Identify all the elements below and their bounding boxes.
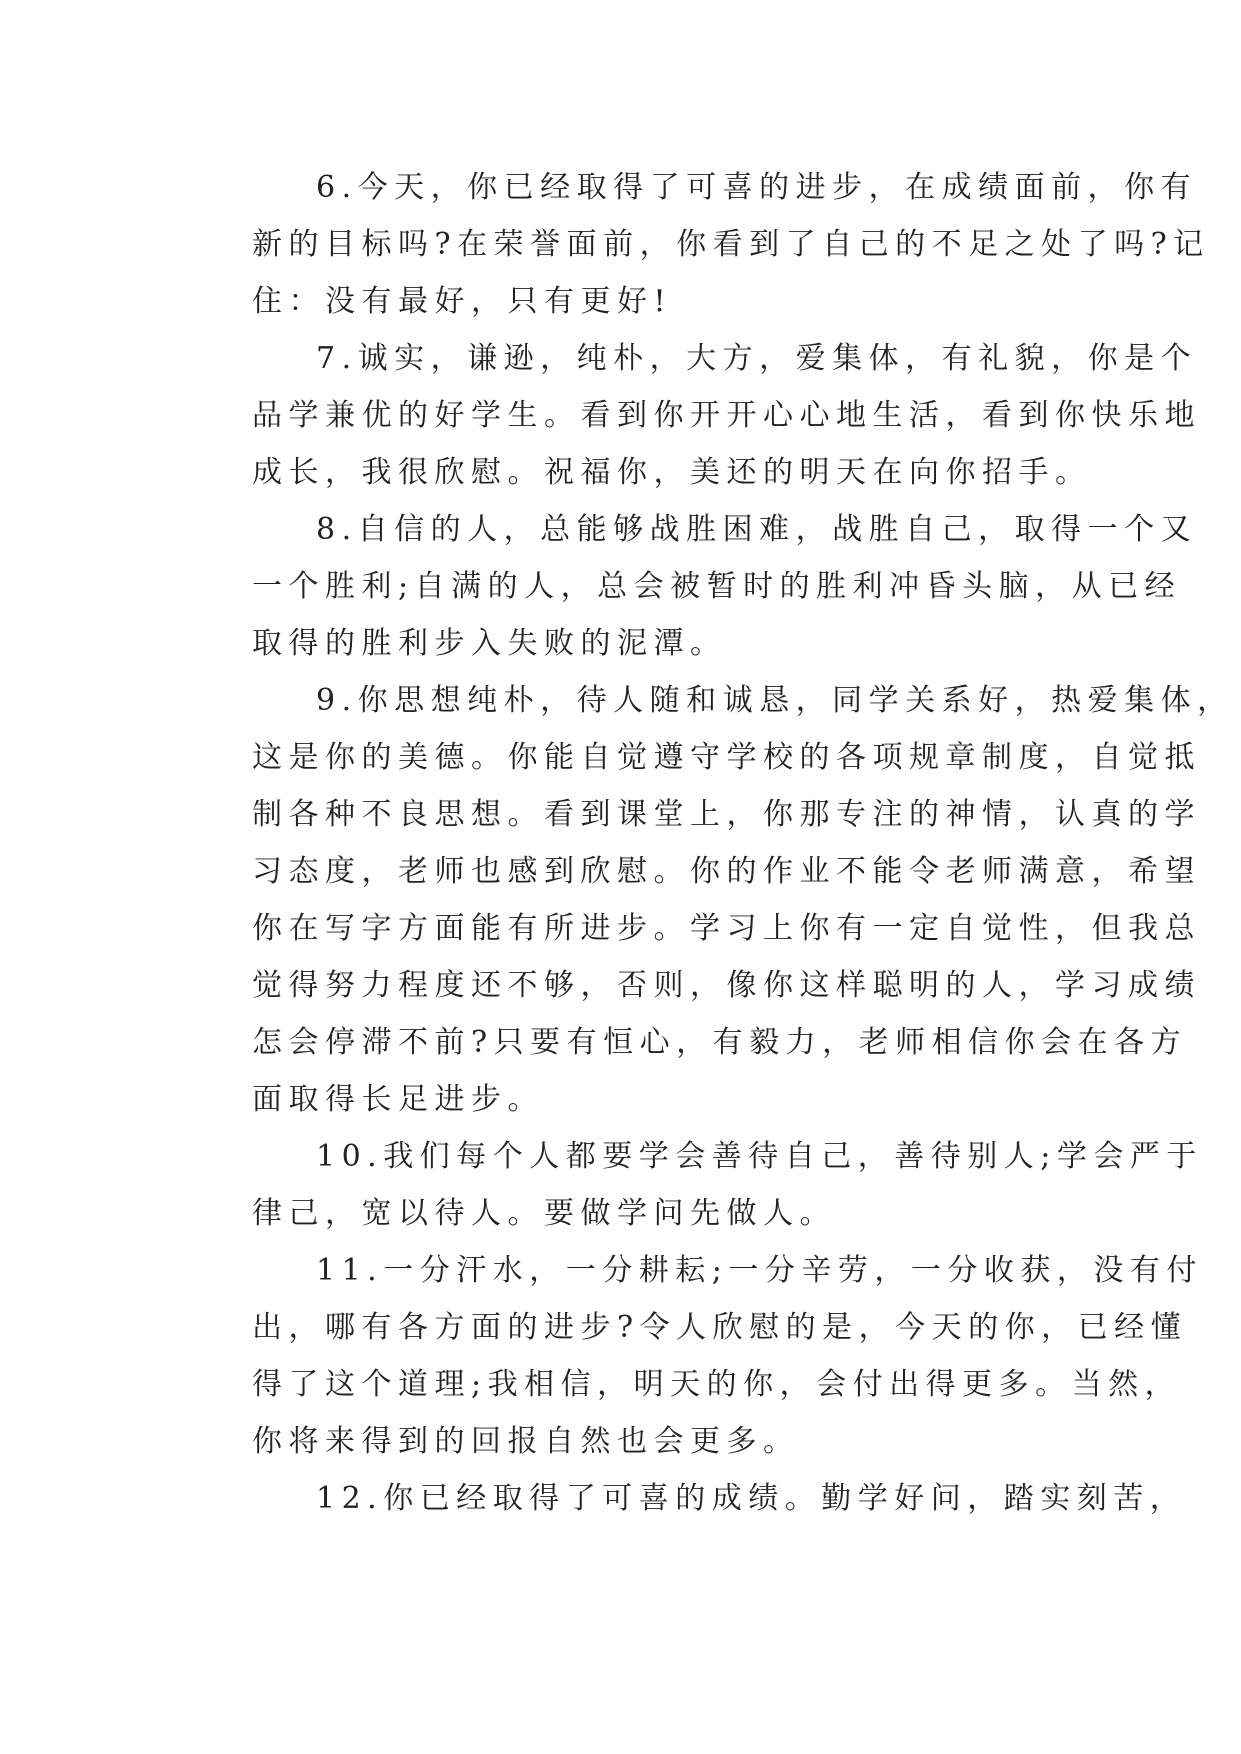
- paragraph-7: [192, 331, 1201, 500]
- text-line: 住：没有最好，只有更好!: [252, 284, 673, 319]
- text-line: 10.我们每个人都要学会善待自己，善待别人;学会严于: [316, 1139, 1203, 1174]
- paragraph-12: [192, 1471, 1187, 1526]
- text-line: 8.自信的人，总能够战胜困难，战胜自己，取得一个又: [316, 512, 1198, 547]
- text-line: 成长，我很欣慰。祝福你，美还的明天在向你招手。: [252, 455, 1092, 490]
- text-line: 新的目标吗?在荣誉面前，你看到了自己的不足之处了吗?记: [252, 227, 1210, 262]
- text-line: 你在写字方面能有所进步。学习上你有一定自觉性，但我总: [252, 911, 1201, 946]
- text-line: 觉得努力程度还不够，否则，像你这样聪明的人，学习成绩: [252, 968, 1201, 1003]
- text-line: 12.你已经取得了可喜的成绩。勤学好问，踏实刻苦，: [316, 1481, 1187, 1516]
- text-line: 制各种不良思想。看到课堂上，你那专注的神情，认真的学: [252, 797, 1201, 832]
- text-line: 品学兼优的好学生。看到你开开心心地生活，看到你快乐地: [252, 398, 1201, 433]
- text-line: 面取得长足进步。: [252, 1082, 544, 1117]
- text-line: 取得的胜利步入失败的泥潭。: [252, 626, 727, 661]
- paragraph-11: [192, 1243, 1203, 1469]
- text-line: 这是你的美德。你能自觉遵守学校的各项规章制度，自觉抵: [252, 740, 1201, 775]
- text-line: 出，哪有各方面的进步?令人欣慰的是，今天的你，已经懂: [252, 1310, 1188, 1345]
- paragraph-9: [192, 673, 1234, 1127]
- document-body: [192, 160, 1234, 1528]
- paragraph-6: [192, 160, 1210, 329]
- text-line: 得了这个道理;我相信，明天的你，会付出得更多。当然，: [252, 1367, 1182, 1402]
- paragraph-10: [192, 1129, 1203, 1241]
- text-line: 6.今天，你已经取得了可喜的进步，在成绩面前，你有: [316, 170, 1198, 205]
- text-line: 律己，宽以待人。要做学问先做人。: [252, 1196, 836, 1231]
- text-line: 11.一分汗水，一分耕耘;一分辛劳，一分收获，没有付: [316, 1253, 1203, 1288]
- text-line: 怎会停滞不前?只要有恒心，有毅力，老师相信你会在各方: [252, 1025, 1188, 1060]
- text-line: 习态度，老师也感到欣慰。你的作业不能令老师满意，希望: [252, 854, 1201, 889]
- text-line: 一个胜利;自满的人，总会被暂时的胜利冲昏头脑，从已经: [252, 569, 1182, 604]
- text-line: 7.诚实，谦逊，纯朴，大方，爱集体，有礼貌，你是个: [316, 341, 1198, 376]
- text-line: 你将来得到的回报自然也会更多。: [252, 1424, 800, 1459]
- text-line: 9.你思想纯朴，待人随和诚恳，同学关系好，热爱集体，: [316, 683, 1234, 718]
- paragraph-8: [192, 502, 1198, 671]
